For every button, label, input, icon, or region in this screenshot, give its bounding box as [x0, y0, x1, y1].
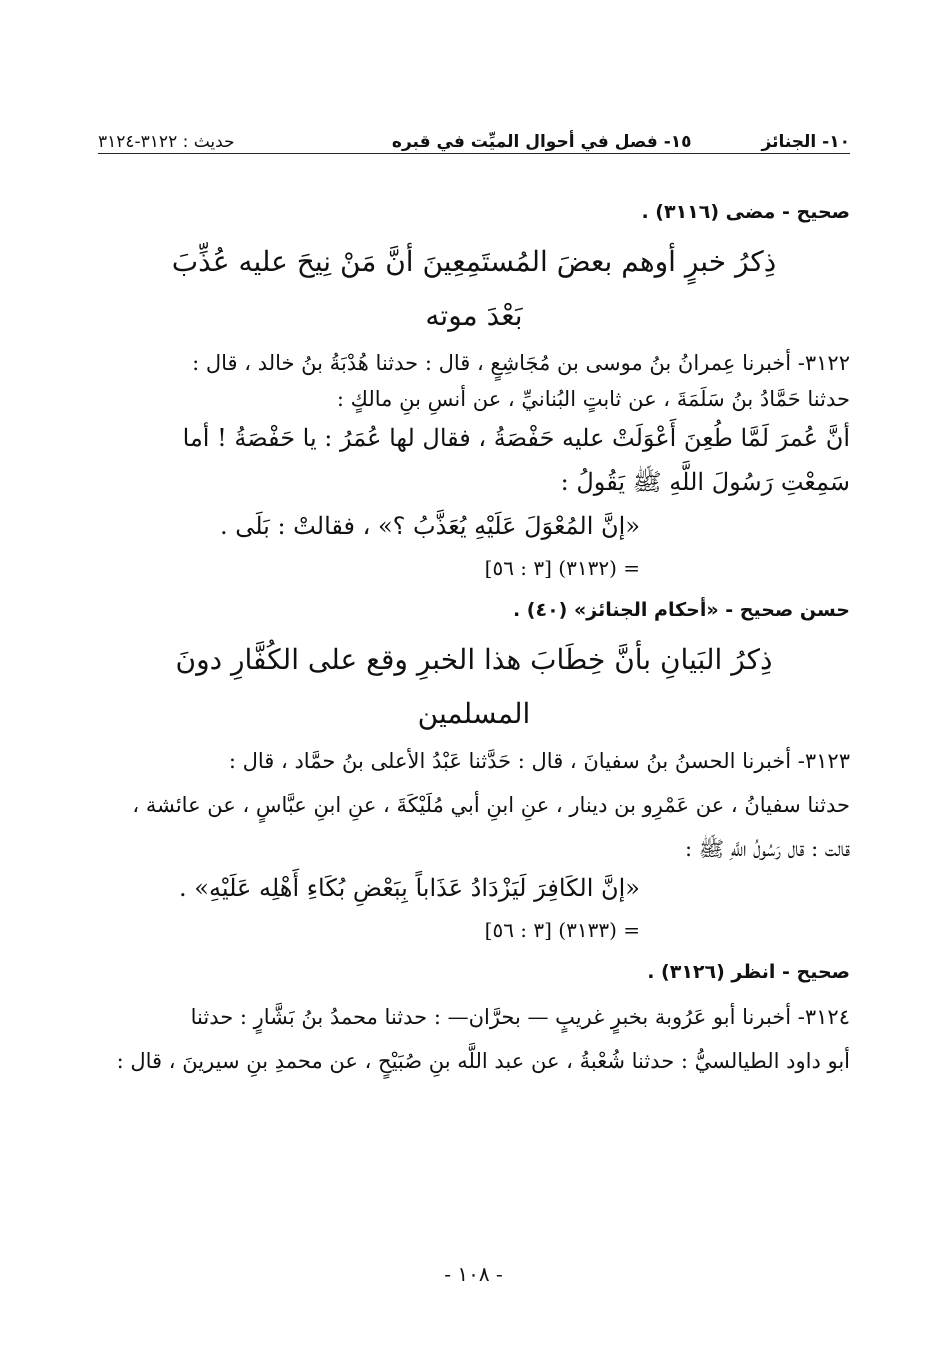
isnad-line: قالت : قال رَسُولُ اللَّهِ ﷺ : [684, 837, 850, 861]
matn-line: أنَّ عُمرَ لَمَّا طُعِنَ أَعْوَلَتْ عليه حَفْصَةُ ، فقال لها عُمَرُ : يا حَفْصَةُ ! أما [182, 424, 850, 452]
hadith-range: حديث : ٣١٢٢-٣١٢٤ [98, 132, 235, 152]
isnad-line: حدثنا حَمَّادُ بنُ سَلَمَةَ ، عن ثابتٍ البُنانيِّ ، عن أنسِ بنِ مالكٍ : [336, 387, 850, 411]
page-number: - ١٠٨ - [444, 1262, 503, 1286]
isnad-line: حدثنا سفيانُ ، عن عَمْرِو بن دينار ، عنِ ابنِ أبي مُلَيْكَةَ ، عنِ ابنِ عبَّاسٍ ، عن عائشة ، [132, 793, 850, 817]
isnad-line: ٣١٢٤- أخبرنا أبو عَرُوبة بخبرٍ غريبٍ — بحرَّان— : حدثنا محمدُ بنُ بَشَّارٍ : حدثنا [190, 1005, 850, 1029]
page-body [98, 188, 850, 1076]
matn-line: «إنَّ المُعْوَلَ عَلَيْهِ يُعَذَّبُ ؟» ، فقالتْ : بَلَى . [219, 512, 640, 540]
chapter-heading: بَعْدَ موته [425, 299, 523, 332]
section-title: ١٥- فصل في أحوال الميِّت في قبره [391, 132, 692, 152]
matn-line: «إنَّ الكَافِرَ لَيَزْدَادُ عَذَاباً بِبَعْضِ بُكَاءِ أَهْلِه عَلَيْهِ» . [179, 874, 640, 902]
isnad-line: أبو داود الطيالسيُّ : حدثنا شُعْبةُ ، عن عبد اللَّه بنِ صُبَيْحٍ ، عن محمدِ بنِ سيرينَ ، قال : [116, 1049, 850, 1073]
chapter-heading: ذِكرُ البَيانِ بأنَّ خِطَابَ هذا الخبرِ وقع على الكُفَّارِ دونَ [175, 643, 773, 676]
reference-line: = (٣١٣٢) [٣ : ٥٦] [484, 556, 640, 580]
grade-note: حسن صحيح - «أحكام الجنائز» (٤٠) . [512, 599, 850, 621]
chapter-heading: ذِكرُ خبرٍ أوهم بعضَ المُستَمِعِينَ أنَّ مَنْ نِيحَ عليه عُذِّبَ [171, 245, 777, 278]
matn-line: سَمِعْتِ رَسُولَ اللَّهِ ﷺ يَقُولُ : [560, 468, 850, 496]
grade-note: صحيح - مضى (٣١١٦) . [641, 201, 850, 223]
chapter-heading: المسلمين [417, 697, 531, 730]
isnad-line: ٣١٢٣- أخبرنا الحسنُ بنُ سفيانَ ، قال : حَدَّثنا عَبْدُ الأعلى بنُ حمَّاد ، قال : [228, 749, 850, 773]
grade-note: صحيح - انظر (٣١٢٦) . [647, 961, 850, 983]
header-rule [98, 153, 850, 154]
running-header [98, 112, 850, 152]
chapter-title: ١٠- الجنائز [761, 132, 850, 152]
isnad-line: ٣١٢٢- أخبرنا عِمرانُ بنُ موسى بن مُجَاشِعٍ ، قال : حدثنا هُدْبَةُ بنُ خالد ، قال : [192, 351, 850, 375]
reference-line: = (٣١٣٣) [٣ : ٥٦] [484, 918, 640, 942]
